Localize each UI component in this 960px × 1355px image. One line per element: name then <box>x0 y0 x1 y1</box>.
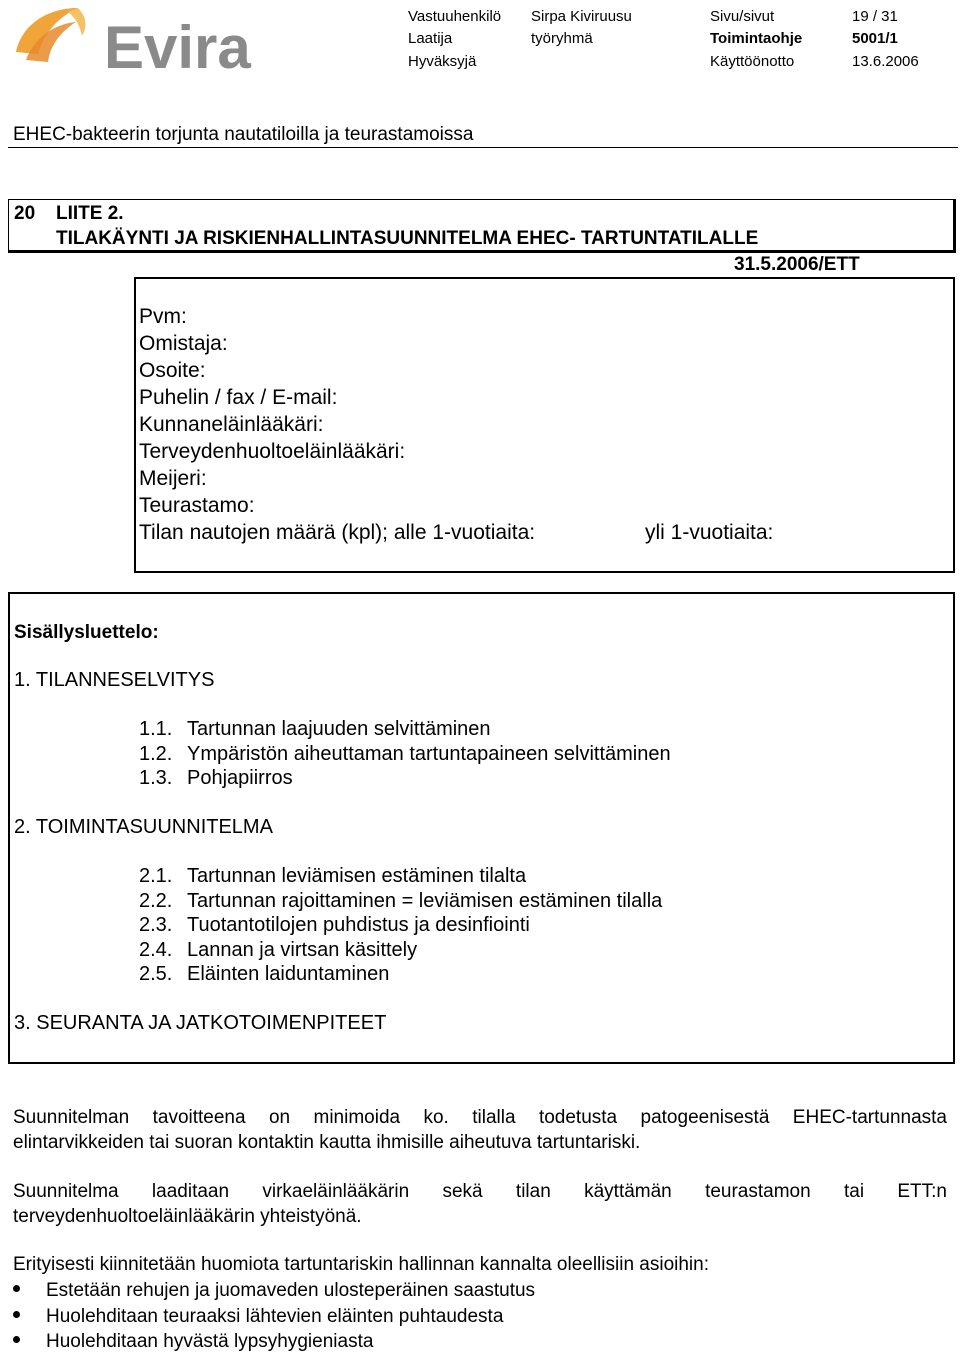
bullet-text: Huolehditaan teuraaksi lähtevien eläinten puhtaudesta <box>46 1306 504 1327</box>
toc-item-number: 2.3. <box>139 914 173 936</box>
toc-item-title: Tuotantotilojen puhdistus ja desinfiointi <box>187 914 530 936</box>
toc-item-title: Tartunnan leviämisen estäminen tilalta <box>187 865 527 887</box>
field-contact: Puhelin / fax / E-mail: <box>139 386 338 409</box>
header-label-author: Laatija <box>408 30 453 47</box>
header-divider <box>8 147 958 148</box>
field-municipal-vet: Kunnaneläinlääkäri: <box>139 413 324 436</box>
svg-text:Evira: Evira <box>104 14 251 74</box>
toc-item-title: Pohjapiirros <box>187 767 293 789</box>
toc-section-3: 3. SEURANTA JA JATKOTOIMENPITEET <box>14 1012 387 1034</box>
section-title-line2: TILAKÄYNTI JA RISKIENHALLINTASUUNNITELMA EHEC- TARTUNTATILALLE <box>56 228 759 249</box>
toc-item-number: 2.5. <box>139 963 173 985</box>
header-label-approver: Hyväksyjä <box>408 53 477 70</box>
bullet-dot-icon <box>13 1285 20 1292</box>
bullet-item <box>13 1280 535 1302</box>
bullet-item <box>13 1331 373 1353</box>
section-title-line1: LIITE 2. <box>56 203 124 224</box>
header-value-author: työryhmä <box>531 30 593 47</box>
field-health-vet: Terveydenhuoltoeläinlääkäri: <box>139 440 406 463</box>
toc-item-title: Lannan ja virtsan käsittely <box>187 939 418 961</box>
toc-item-number: 1.3. <box>139 767 173 789</box>
field-dairy: Meijeri: <box>139 467 207 490</box>
paragraph-line: Suunnitelma laaditaan virkaeläinlääkärin sekä tilan käyttämän teurastamon tai ETT:n <box>13 1181 947 1202</box>
paragraph-cooperation <box>13 1180 947 1229</box>
toc-section-2: 2. TOIMINTASUUNNITELMA <box>14 816 273 838</box>
toc-item-number: 2.4. <box>139 939 173 961</box>
field-slaughterhouse: Teurastamo: <box>139 494 255 517</box>
bullet-item <box>13 1306 503 1328</box>
header-label-responsible: Vastuuhenkilö <box>408 8 502 25</box>
contents-heading: Sisällysluettelo: <box>14 622 159 643</box>
paragraph-line: terveydenhuoltoeläinlääkärin yhteistyönä. <box>13 1205 362 1227</box>
header-label-effective: Käyttöönotto <box>710 53 795 70</box>
bullet-dot-icon <box>13 1311 20 1318</box>
field-cattle-over-1: yli 1-vuotiaita: <box>645 521 774 544</box>
toc-item-title: Eläinten laiduntaminen <box>187 963 390 985</box>
toc-item-number: 1.2. <box>139 743 173 765</box>
paragraph-goal <box>13 1106 947 1155</box>
document-title: EHEC-bakteerin torjunta nautatiloilla ja teurastamoissa <box>13 124 474 145</box>
header-value-pages: 19 / 31 <box>852 8 898 25</box>
header-label-pages: Sivu/sivut <box>710 8 775 25</box>
bullet-text: Huolehditaan hyvästä lypsyhygieniasta <box>46 1331 374 1352</box>
bullet-dot-icon <box>13 1336 20 1343</box>
section-number: 20 <box>14 203 36 224</box>
field-owner: Omistaja: <box>139 332 228 355</box>
paragraph-line: Suunnitelman tavoitteena on minimoida ko. tilalla todetusta patogeenisestä EHEC-tartunnasta <box>13 1107 947 1128</box>
toc-item-number: 2.2. <box>139 890 173 912</box>
paragraph-line: Erityisesti kiinnitetään huomiota tartuntariskin hallinnan kannalta oleellisiin asioihin: <box>13 1254 709 1275</box>
section-date: 31.5.2006/ETT <box>734 254 860 275</box>
toc-section-1: 1. TILANNESELVITYS <box>14 669 215 691</box>
toc-item-number: 1.1. <box>139 718 173 740</box>
paragraph-focus <box>13 1253 947 1278</box>
toc-item-title: Tartunnan laajuuden selvittäminen <box>187 718 491 740</box>
toc-item-number: 2.1. <box>139 865 173 887</box>
paragraph-line: elintarvikkeiden tai suoran kontaktin kautta ihmisille aiheutuva tartuntariski. <box>13 1131 641 1153</box>
header-label-doctype: Toimintaohje <box>710 30 803 47</box>
header-value-responsible: Sirpa Kiviruusu <box>531 8 632 25</box>
header-value-effective: 13.6.2006 <box>852 53 919 70</box>
toc-item-title: Tartunnan rajoittaminen = leviämisen estäminen tilalla <box>187 890 663 912</box>
toc-item-title: Ympäristön aiheuttaman tartuntapaineen selvittäminen <box>187 743 671 765</box>
evira-logo <box>8 2 263 74</box>
header-value-docnumber: 5001/1 <box>852 30 898 47</box>
field-address: Osoite: <box>139 359 206 382</box>
bullet-text: Estetään rehujen ja juomaveden ulosteperäinen saastutus <box>46 1280 536 1301</box>
field-cattle-under-1: Tilan nautojen määrä (kpl); alle 1-vuotiaita: <box>139 521 536 544</box>
field-date: Pvm: <box>139 305 187 328</box>
